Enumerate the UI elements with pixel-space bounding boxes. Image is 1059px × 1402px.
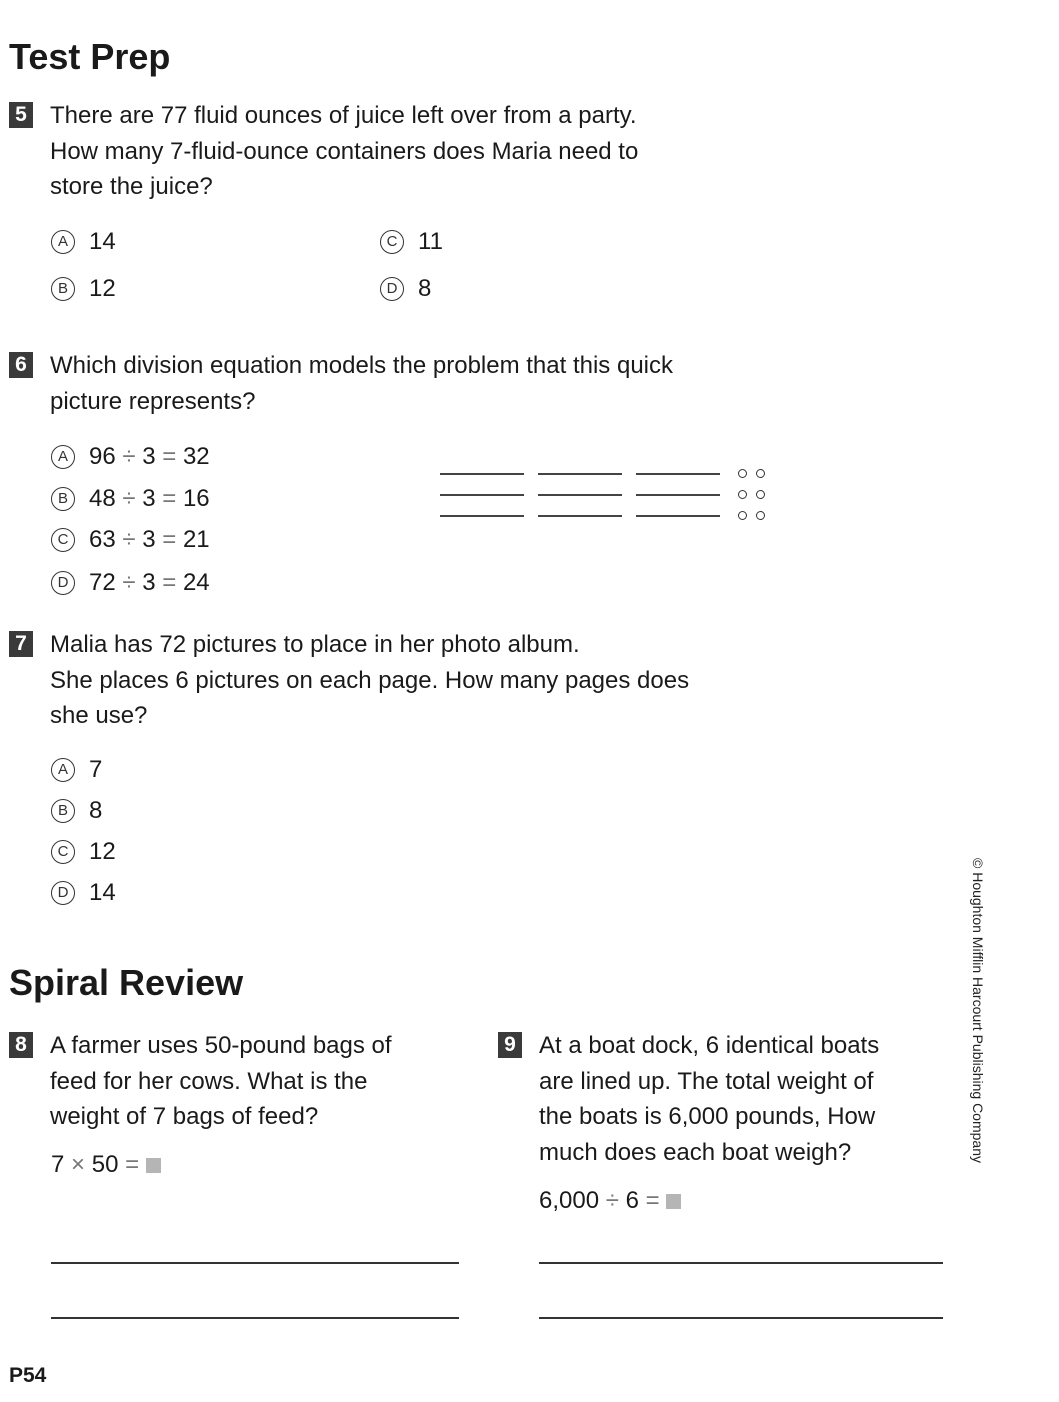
unknown-box [146, 1158, 161, 1173]
ones-circle [738, 511, 747, 520]
unknown-box [666, 1194, 681, 1209]
question-text: There are 77 fluid ounces of juice left over from a party. How many 7-fluid-ounce containers does Maria need to store the juice? [50, 102, 639, 200]
answer-option-c[interactable] [51, 525, 210, 555]
answer-option-b[interactable]: B 8 [51, 796, 102, 826]
option-bubble[interactable]: A [51, 445, 75, 469]
question-text: Malia has 72 pictures to place in her photo album. She places 6 pictures on each page. How many pages does she use? [50, 631, 690, 729]
question-text: A farmer uses 50-pound bags of feed for her cows. What is the weight of 7 bags of feed? [50, 1032, 392, 1130]
answer-option-d[interactable]: D 8 [380, 274, 431, 304]
quick-picture [440, 465, 780, 525]
division-equation: 6,000 ÷ 6 = [539, 1187, 681, 1215]
option-bubble[interactable]: D [380, 277, 404, 301]
option-bubble[interactable]: D [51, 881, 75, 905]
option-bubble[interactable]: B [51, 277, 75, 301]
answer-option-a[interactable]: A 7 [51, 755, 102, 785]
division-equation: 63 ÷ 3 = 21 [89, 526, 210, 553]
answer-line[interactable] [539, 1262, 943, 1264]
question-number: 7 [9, 631, 33, 657]
division-equation: 72 ÷ 3 = 24 [89, 569, 210, 596]
question-number: 8 [9, 1032, 33, 1058]
option-bubble[interactable]: D [51, 571, 75, 595]
tens-line [440, 494, 524, 496]
question-number: 5 [9, 102, 33, 128]
tens-line [440, 515, 524, 517]
answer-option-c[interactable]: C 12 [51, 837, 116, 867]
question-number: 6 [9, 352, 33, 378]
tens-line [538, 494, 622, 496]
option-bubble[interactable]: C [380, 230, 404, 254]
ones-circle [738, 490, 747, 499]
tens-line [538, 473, 622, 475]
option-bubble[interactable]: C [51, 840, 75, 864]
division-equation: 96 ÷ 3 = 32 [89, 443, 210, 470]
answer-option-d[interactable] [51, 568, 210, 598]
tens-line [538, 515, 622, 517]
answer-option-a[interactable] [51, 442, 210, 472]
section-title-test-prep: Test Prep [9, 36, 171, 77]
ones-circle [738, 469, 747, 478]
tens-line [440, 473, 524, 475]
answer-option-b[interactable]: B 12 [51, 274, 116, 304]
answer-line[interactable] [539, 1317, 943, 1319]
tens-line [636, 473, 720, 475]
answer-option-d[interactable]: D 14 [51, 878, 116, 908]
option-bubble[interactable]: C [51, 528, 75, 552]
answer-line[interactable] [51, 1262, 459, 1264]
question-number: 9 [498, 1032, 522, 1058]
ones-circle [756, 469, 765, 478]
question-text: Which division equation models the problem that this quick picture represents? [50, 352, 673, 415]
option-bubble[interactable]: B [51, 487, 75, 511]
answer-option-b[interactable] [51, 484, 210, 514]
multiplication-equation: 7 × 50 = [51, 1151, 161, 1179]
section-title-spiral-review: Spiral Review [9, 962, 244, 1003]
option-bubble[interactable]: A [51, 758, 75, 782]
answer-option-c[interactable]: C 11 [380, 227, 443, 257]
answer-option-a[interactable]: A 14 [51, 227, 116, 257]
page-number: P54 [9, 1364, 47, 1387]
option-bubble[interactable]: B [51, 799, 75, 823]
tens-line [636, 494, 720, 496]
ones-circle [756, 490, 765, 499]
option-bubble[interactable]: A [51, 230, 75, 254]
question-text: At a boat dock, 6 identical boats are lined up. The total weight of the boats is 6,000 pounds, How much does each boat weigh? [539, 1032, 880, 1166]
division-equation: 48 ÷ 3 = 16 [89, 485, 210, 512]
ones-circle [756, 511, 765, 520]
copyright-notice: © Houghton Mifflin Harcourt Publishing Company [970, 858, 986, 1163]
answer-line[interactable] [51, 1317, 459, 1319]
tens-line [636, 515, 720, 517]
